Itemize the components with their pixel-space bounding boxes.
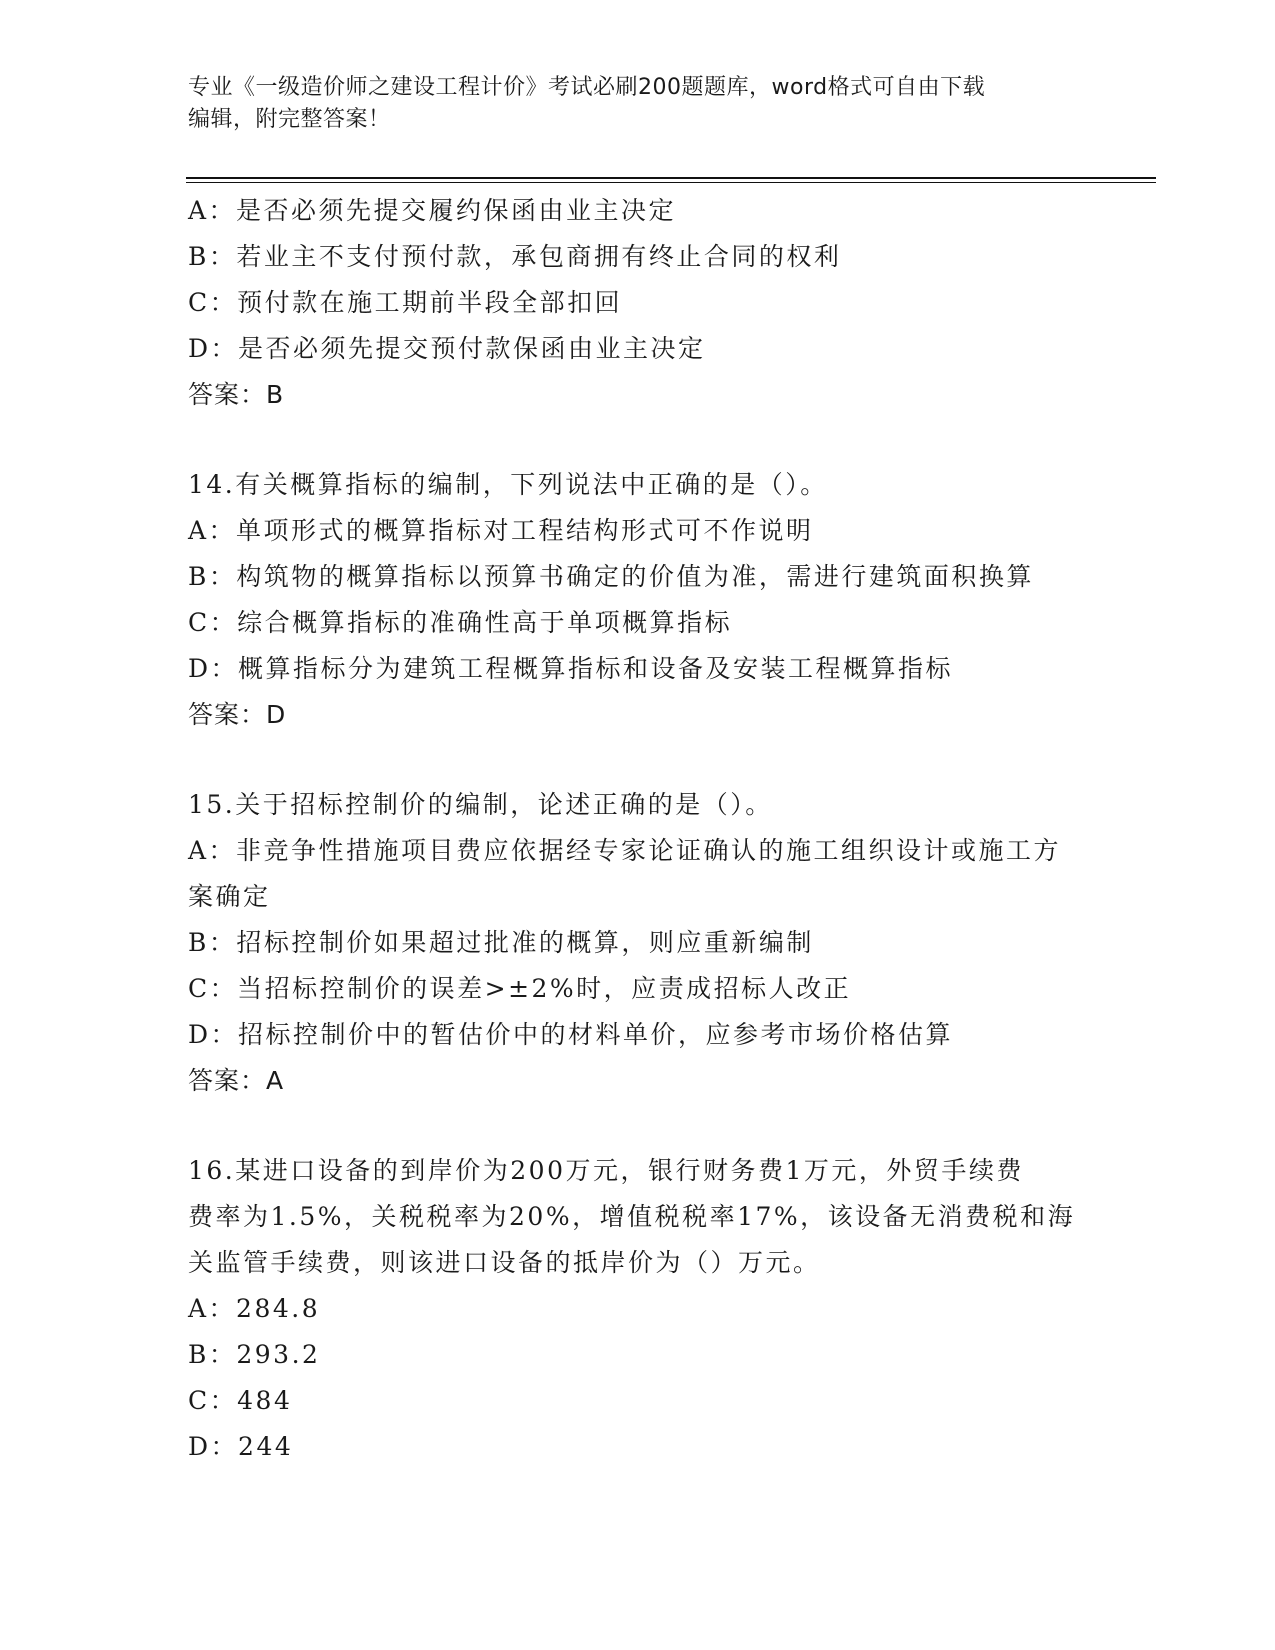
header-divider-thin: [186, 182, 1156, 183]
option-c: C：综合概算指标的准确性高于单项概算指标: [188, 608, 733, 637]
spacer: [188, 738, 1088, 782]
option-a: A：284.8: [188, 1294, 321, 1323]
option-c: C：484: [188, 1386, 293, 1415]
option-d: D：概算指标分为建筑工程概算指标和设备及安装工程概算指标: [188, 654, 954, 683]
option-b: B：招标控制价如果超过批准的概算，则应重新编制: [188, 928, 814, 957]
question-stem: 15.关于招标控制价的编制，论述正确的是（）。: [188, 790, 773, 819]
question-stem-line-3: 关监管手续费，则该进口设备的抵岸价为（）万元。: [188, 1248, 821, 1277]
option-b: B：构筑物的概算指标以预算书确定的价值为准，需进行建筑面积换算: [188, 562, 1034, 591]
header-line-1: 专业《一级造价师之建设工程计价》考试必刷200题题库，word格式可自由下载: [188, 75, 986, 100]
answer-text: 答案：A: [188, 1066, 285, 1095]
option-a: A：非竞争性措施项目费应依据经专家论证确认的施工组织设计或施工方案确定: [188, 836, 1062, 911]
spacer: [188, 418, 1088, 462]
option-d: D：招标控制价中的暂估价中的材料单价，应参考市场价格估算: [188, 1020, 954, 1049]
question-stem-line-1: 16.某进口设备的到岸价为200万元，银行财务费1万元，外贸手续费: [188, 1156, 1024, 1185]
answer-text: 答案：B: [188, 380, 285, 409]
option-c: C：当招标控制价的误差>±2%时，应责成招标人改正: [188, 974, 852, 1003]
answer-text: 答案：D: [188, 700, 287, 729]
question-list: [188, 188, 1088, 1470]
spacer: [188, 1104, 1088, 1148]
option-b: B：293.2: [188, 1340, 321, 1369]
question-stem: 14.有关概算指标的编制，下列说法中正确的是（）。: [188, 470, 828, 499]
question-item: [188, 188, 1088, 418]
question-item: [188, 782, 1088, 1104]
question-item: [188, 462, 1088, 738]
page-header: [188, 72, 1088, 136]
option-b: B：若业主不支付预付款，承包商拥有终止合同的权利: [188, 242, 842, 271]
question-stem-line-2: 费率为1.5%，关税税率为20%，增值税税率17%，该设备无消费税和海: [188, 1202, 1076, 1231]
question-item: [188, 1148, 1088, 1470]
option-c: C：预付款在施工期前半段全部扣回: [188, 288, 623, 317]
header-divider-thick: [186, 177, 1156, 179]
option-a: A：是否必须先提交履约保函由业主决定: [188, 196, 677, 225]
option-d: D：是否必须先提交预付款保函由业主决定: [188, 334, 706, 363]
option-a: A：单项形式的概算指标对工程结构形式可不作说明: [188, 516, 814, 545]
header-line-2: 编辑，附完整答案！: [188, 107, 391, 132]
option-d: D：244: [188, 1432, 294, 1461]
